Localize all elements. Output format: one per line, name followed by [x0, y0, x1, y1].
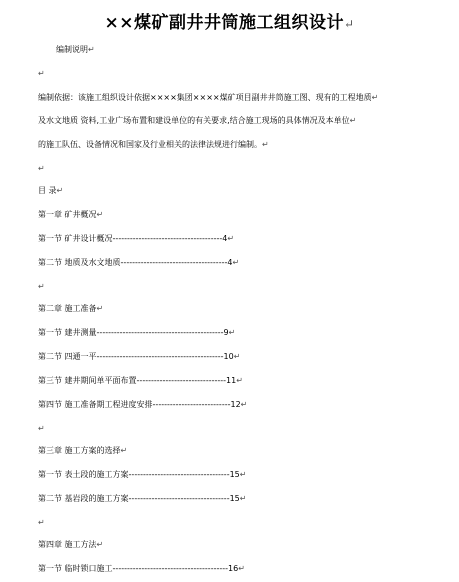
empty-line — [38, 282, 45, 292]
document-line — [38, 400, 247, 410]
line-text: 第三节 建井期间单平面布置-------------------------------11 — [38, 376, 237, 385]
line-text: 第二节 基岩段的施工方案-----------------------------------15 — [38, 494, 240, 503]
line-text: 编制依据：该施工组织设计依据××××集团××××煤矿项目副井井筒施工图、现有的工程地质 — [38, 93, 372, 102]
document-line — [38, 446, 127, 456]
paragraph-mark-icon: ↵ — [38, 164, 45, 173]
document-line — [38, 540, 103, 550]
paragraph-mark-icon: ↵ — [38, 424, 45, 433]
document-line — [38, 93, 378, 103]
paragraph-mark-icon: ↵ — [236, 376, 243, 385]
document-line — [38, 116, 356, 126]
line-text: 第三章 施工方案的选择 — [38, 446, 121, 455]
document-line — [38, 186, 63, 196]
paragraph-mark-icon: ↵ — [233, 352, 241, 361]
document-line — [38, 234, 234, 244]
document-line — [38, 328, 235, 338]
line-text: 目 录 — [38, 186, 57, 195]
line-text: 第一节 建井测量--------------------------------------------9 — [38, 328, 229, 337]
document-line — [38, 258, 239, 268]
line-text: 第四节 施工准备期工程进度安排---------------------------12 — [38, 400, 241, 409]
paragraph-mark-icon: ↵ — [262, 140, 269, 149]
paragraph-mark-icon: ↵ — [38, 69, 45, 78]
empty-line — [38, 69, 45, 79]
paragraph-mark-icon: ↵ — [232, 258, 240, 267]
paragraph-mark-icon: ↵ — [56, 186, 64, 195]
line-text: 第四章 施工方法 — [38, 540, 97, 549]
document-line — [38, 494, 246, 504]
empty-line — [38, 518, 45, 528]
paragraph-mark-icon: ↵ — [239, 470, 247, 479]
paragraph-mark-icon: ↵ — [96, 210, 104, 219]
paragraph-mark-icon: ↵ — [96, 540, 104, 549]
line-text: 第一节 表土段的施工方案-----------------------------------15 — [38, 470, 240, 479]
empty-line — [38, 164, 45, 174]
document-line — [38, 140, 269, 150]
document-line — [38, 304, 103, 314]
line-text: 及水文地质 资料,工业广场布置和建设单位的有关要求,结合施工现场的具体情况及本单位 — [38, 116, 350, 125]
paragraph-mark-icon: ↵ — [88, 45, 95, 54]
document-line — [38, 376, 243, 386]
paragraph-mark-icon: ↵ — [238, 564, 245, 573]
paragraph-mark-icon: ↵ — [227, 234, 235, 243]
empty-line — [38, 424, 45, 434]
paragraph-mark-icon: ↵ — [349, 116, 357, 125]
paragraph-mark-icon: ↵ — [239, 494, 247, 503]
line-text: 第二节 四通一平--------------------------------------------10 — [38, 352, 234, 361]
line-text: 第一章 矿井概况 — [38, 210, 97, 219]
paragraph-mark-icon: ↵ — [120, 446, 128, 455]
document-title — [0, 8, 459, 33]
document-line — [56, 45, 95, 55]
paragraph-mark-icon: ↵ — [96, 304, 104, 313]
paragraph-mark-icon: ↵ — [343, 17, 355, 31]
line-text: 第一节 矿井设计概况--------------------------------------4 — [38, 234, 228, 243]
line-text: 第一节 临时锁口施工----------------------------------------16 — [38, 564, 239, 573]
document-title-text: ××煤矿副井井筒施工组织设计 — [104, 13, 344, 33]
paragraph-mark-icon: ↵ — [240, 400, 248, 409]
line-text: 的施工队伍、设备情况和国家及行业相关的法律法规进行编制。 — [38, 140, 262, 149]
document-line — [38, 470, 246, 480]
document-line — [38, 564, 245, 574]
paragraph-mark-icon: ↵ — [38, 282, 45, 291]
line-text: 第二章 施工准备 — [38, 304, 97, 313]
document-line — [38, 352, 240, 362]
paragraph-mark-icon: ↵ — [371, 93, 379, 102]
paragraph-mark-icon: ↵ — [38, 518, 45, 527]
paragraph-mark-icon: ↵ — [228, 328, 236, 337]
line-text: 第二节 地质及水文地质-------------------------------------4 — [38, 258, 233, 267]
document-line — [38, 210, 103, 220]
line-text: 编制说明 — [56, 45, 88, 54]
